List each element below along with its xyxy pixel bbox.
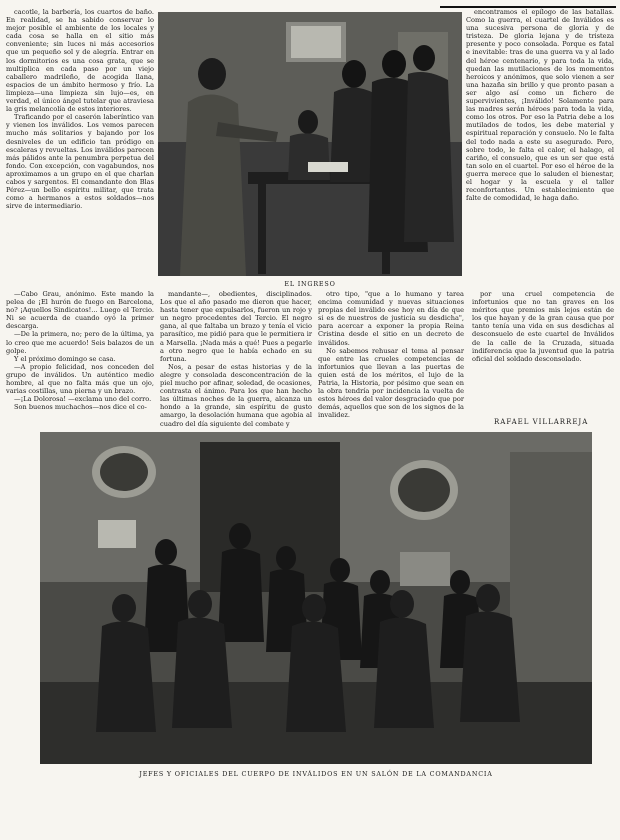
paragraph: otro tipo, "que a lo humano y tarea encima comunidad y nuevas situaciones propias del inválido ese hoy en día de que si es de nuestros de justicia su desdicha", para acercar a exponer la propia Reina Cristina desde el sitio en un decreto de inválidos. — [318, 290, 464, 347]
photo-caption-top: EL INGRESO — [284, 280, 336, 288]
paragraph: Traficando por el caserón laberíntico van y vienen los inválidos. Los vemos parecen mucho más solitarios y bajando por los desniveles de un edificio tan pródigo en escaleras y revueltas. Los inválidos parecen más pálidos ante la penumbra perpetua del fondo. Con excepción, con vagabundos, nos aproximamos a un grupo en el que charlan cabos y sargentos. El comandante don Blas Pérez—un bello espíritu militar, que trata como a hermanos a estos soldados—nos sirve de intermediario. — [6, 113, 154, 211]
article-column-lower-right — [318, 290, 614, 422]
paragraph: —A propio felicidad, nos conceden del grupo de inválidos. Un auténtico medio hombre, al que no falta más que un ojo, varias costillas, una pierna y un brazo. — [6, 362, 154, 396]
article-column-left — [6, 8, 154, 290]
photo-officers — [40, 432, 592, 764]
paragraph: Y el próximo domingo se casa. — [14, 354, 116, 363]
article-subcolumn-b — [472, 290, 614, 422]
photo-entrance-image — [158, 12, 462, 276]
paragraph: —De la primera, no; pero de la última, ya lo creo que me acuerdo! Seis balazos de un golpe. — [6, 330, 154, 355]
article-column-lower-left — [6, 290, 154, 450]
paragraph: —Cabo Grau, anónimo. Este mando la pelea de ¡El hurón de fuego en Barcelona, no? ¡Aquellos Sindicatos!... Luego el Tercio. Ni se acuerda de cuando oyó la primer descarga. — [6, 290, 154, 331]
photo-officers-image — [40, 432, 592, 764]
paragraph: por una cruel competencia de infortunios que no tan graves en los méritos que premios mis lejos están de los que hayan y de la gran causa que por tanto tenía una vida en sus desdichas al desconsuelo de este cuartel de Inválidos de la calle de la Cruzada, situada indiferencia que la juventud que la patria oficial del soldado desconsolado. — [472, 290, 614, 363]
article-column-lower-mid — [160, 290, 312, 428]
paragraph: Son buenos muchachos—nos dice el co- — [14, 403, 147, 412]
paragraph: encontramos el epílogo de las batallas. Como la guerra, el cuartel de Inválidos es una sucesiva persona de gloria y de tristeza. De gloria lejana y de tristeza presente y poco consolada. Porque es fatal e inevitable: tras de una guerra va y al lado del héroe centenario, y para toda la vida, quedan las mutilaciones de los momentos heroicos y anónimos, que solo vienen a ser una hazaña sin brillo y que pronto pasan a ser algo así como un fichero de supervivientes, ¡Inválido! Solamente para las madres serán héroes para toda la vida, como los otros. Por eso la Patria debe a los mutilados de todos, les debe material y espiritual reparación y consuelo. No le falta del todo nada a este su asegurado. Pero, sobre todo, le falta el calor, el halago, el cariño, el consuelo, que es un ser que está tan solo en el cuartel. Por eso el héroe de la guerra merece que lo saluden el bienestar, el hogar y la escuela y el taller reconfortantes. Un establecimiento que falte de comodidad, le haga daño. — [466, 8, 614, 203]
paragraph: —¡La Dolorosa! —exclama uno del corro. — [14, 395, 152, 404]
paragraph: mandante—, obedientes, disciplinados. Los que el año pasado me dieron que hacer, hasta tener que expulsarlos, fueron un rojo y un negro procedentes del Tercio. El negro gana, al que faltaba un brazo y tenía el vicio parasítico, me pidió para que le permitiera ir a Marsella. ¡Nada más a qué! Pues a pegarle a otro negro que le había echado en su fortuna. — [160, 290, 312, 363]
paragraph: No sabemos rehusar el tema al pensar que entre las crueles competencias de infortunios que llevan a las puertas de quien está de los méritos, el lujo de la Patria, la Historia, por pésimo que sean en la obra tendría por incidencia la vuelta de estos héroes del valor desgraciado que por demás, aquellos que son de los signos de la invalidez. — [318, 346, 464, 420]
author-signature: RAFAEL VILLARREJA — [494, 418, 589, 426]
photo-caption-bottom: JEFES Y OFICIALES DEL CUERPO DE INVÁLIDOS EN UN SALÓN DE LA COMANDANCIA — [139, 770, 493, 778]
photo-entrance — [158, 12, 462, 276]
paragraph: Nos, a pesar de estas historias y de la alegre y consolada desconcentración de la piel mucho por afinar, soledad, de ocasiones, contrasta el ánimo. Para los que han hecho las últimas noches de la guerra, alcanza un hondo a la grande, sin espíritu de gusto amargo, la desolación humana que agobia al cuadro del día siguiente del combate y — [160, 362, 312, 428]
article-column-right — [466, 8, 614, 290]
paragraph: cacotle, la barbería, los cuartos de baño. En realidad, se ha sabido conservar lo mejor posible el ambiente de los locales y cada cosa se halla en el sitio más conveniente; sin luces ni más accesorios que un pequeño sol y de alegría. Entrar en los dormitorios es una cosa grata, que se multiplica en cada paso por un viejo caballero madrileño, de acogida llana, espacios de un ámbito hermoso y frío. La limpieza—una limpieza sin lujo—es, en verdad, el único ángel tutelar que atraviesa la gris melancolía de estos interiores. — [6, 8, 154, 114]
article-subcolumn-a — [318, 290, 464, 422]
